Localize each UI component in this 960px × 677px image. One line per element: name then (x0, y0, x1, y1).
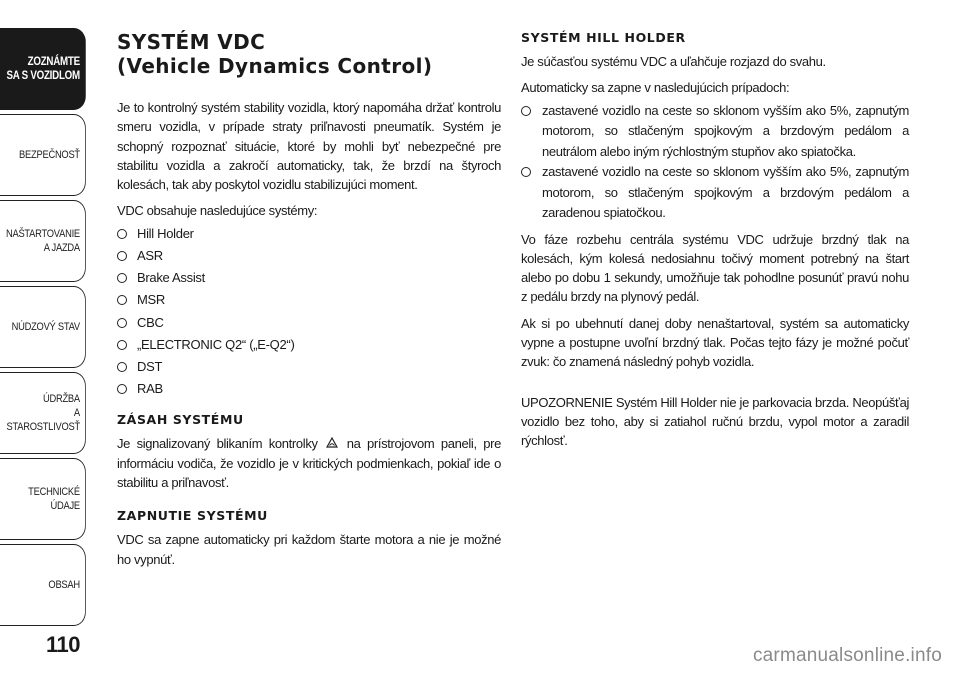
zapnutie-text: VDC sa zapne automaticky pri každom štarte motora a nie je možné ho vypnúť. (117, 532, 501, 567)
title-line-1: SYSTÉM VDC (117, 30, 266, 54)
tab-nudzovy-stav[interactable]: NÚDZOVÝ STAV (0, 286, 86, 368)
hill-holder-p1: Je súčasťou systému VDC a uľahčuje rozjazd do svahu. (521, 54, 826, 69)
bullet-icon (117, 384, 127, 394)
list-item: RAB (117, 378, 501, 400)
hill-holder-heading: SYSTÉM HILL HOLDER (521, 30, 686, 45)
bullet-icon (117, 318, 127, 328)
hill-holder-warning: UPOZORNENIE Systém Hill Holder nie je parkovacia brzda. Neopúšťaj vozidlo bez toho, aby si zatiahol ručnú brzdu, vypol motor a zaradil rýchlosť. (521, 394, 909, 449)
title-line-2: (Vehicle Dynamics Control) (117, 54, 433, 78)
tab-zoznamte-sa-s-vozidlom[interactable]: ZOZNÁMTE SA S VOZIDLOM (0, 28, 86, 110)
bullet-icon (117, 251, 127, 261)
bullet-icon (117, 340, 127, 350)
bullet-icon (117, 229, 127, 239)
bullet-icon (521, 167, 531, 177)
hill-holder-cases (521, 101, 909, 224)
bullet-icon (117, 273, 127, 283)
systems-list (117, 223, 501, 401)
page-title (117, 30, 501, 78)
list-item: CBC (117, 312, 501, 334)
list-item: MSR (117, 289, 501, 311)
list-item: ASR (117, 245, 501, 267)
vdc-warning-icon (326, 437, 338, 449)
tab-obsah[interactable]: OBSAH (0, 544, 86, 626)
hill-holder-p2: Automaticky sa zapne v nasledujúcich prípadoch: (521, 80, 790, 96)
tab-technicke-udaje[interactable]: TECHNICKÉ ÚDAJE (0, 458, 86, 540)
tab-bezpecnost[interactable]: BEZPEČNOSŤ (0, 114, 86, 196)
zapnutie-heading: ZAPNUTIE SYSTÉMU (117, 508, 268, 524)
bullet-icon (521, 106, 531, 116)
list-item: Hill Holder (117, 223, 501, 245)
list-item: zastavené vozidlo na ceste so sklonom vyšším ako 5%, zapnutým motorom, so stlačeným spojkovým a brzdovým pedálom a neutrálom alebo iným rýchlostným stupňov ako spiatočka. (521, 101, 909, 163)
bullet-icon (117, 362, 127, 372)
right-column (521, 30, 909, 458)
list-item: zastavené vozidlo na ceste so sklonom vyšším ako 5%, zapnutým motorom, so stlačeným spojkovým a brzdovým pedálom a zaradenou spiatočkou. (521, 162, 909, 224)
list-item: „ELECTRONIC Q2“ („E-Q2“) (117, 334, 501, 356)
tab-udrzba-a-starostlivost[interactable]: ÚDRŽBA A STAROSTLIVOSŤ (0, 372, 86, 454)
list-item: DST (117, 356, 501, 378)
zasah-text: Je signalizovaný blikaním kontrolky na prístrojovom paneli, pre informáciu vodiča, že vozidlo je v kritických podmienkach, pokiaľ ide o stabilitu a priľnavosť. (117, 436, 502, 490)
bullet-icon (117, 295, 127, 305)
hill-holder-p3: Vo fáze rozbehu centrála systému VDC udržuje brzdný tlak na kolesách, kým kolesá nedosiahnu točivý moment potrebný na štart alebo po dobu 1 sekundy, umožňuje tak pohodlne posunúť pravú nohu z pedálu brzdy na plynový pedál. (521, 231, 909, 305)
watermark: carmanualsonline.info (752, 645, 942, 666)
zasah-heading: ZÁSAH SYSTÉMU (117, 412, 244, 428)
hill-holder-p4: Ak si po ubehnutí danej doby nenaštartoval, systém sa automaticky vypne a postupne uvoľní brzdný tlak. Počas tejto fázy je možné počuť zvuk: čo znamená následný pohyb vozidla. (521, 315, 909, 370)
list-item: Brake Assist (117, 267, 501, 289)
vdc-intro: Je to kontrolný systém stability vozidla, ktorý napomáha držať kontrolu smeru vozidla, v prípade straty priľnavosti pneumatík. Systém je schopný rozpoznať situácie, ktoré by mohli byť nebezpečné pre stabilitu vozidla a zakročí automaticky, tak, že brzdí na štyroch kolesách, tak aby poskytol vozidlu stabilizujúci moment. (117, 100, 501, 193)
tab-nastartovanie-a-jazda[interactable]: NAŠTARTOVANIE A JAZDA (0, 200, 86, 282)
page-number: 110 (46, 632, 80, 657)
systems-intro: VDC obsahuje nasledujúce systémy: (117, 203, 318, 219)
left-column (117, 30, 501, 576)
